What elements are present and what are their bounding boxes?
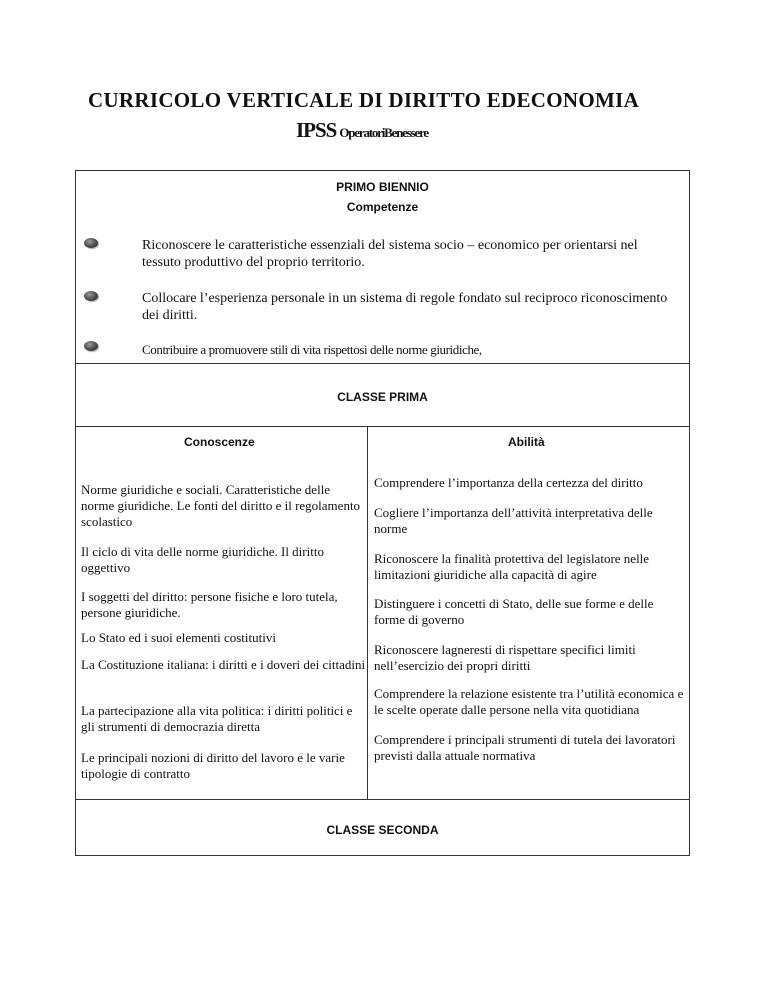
conoscenza-item: Il ciclo di vita delle norme giuridiche. Il diritto oggettivo	[81, 544, 324, 575]
conoscenza-item: La Costituzione italiana: i diritti e i doveri dei cittadini	[81, 657, 366, 672]
abilita-item: Comprendere la relazione esistente tra l’utilità economica e le scelte operate dalle persone nella vita quotidiana	[374, 686, 684, 717]
curriculum-table	[75, 170, 690, 856]
conoscenza-item: Norme giuridiche e sociali. Caratteristiche delle norme giuridiche. Le fonti del diritto e il regolamento scolastico	[81, 482, 361, 529]
conoscenza-item: Lo Stato ed i suoi elementi costitutivi	[81, 630, 276, 645]
competenze-heading: Competenze	[346, 200, 419, 214]
bullet-icon	[84, 291, 98, 301]
conoscenza-item: Le principali nozioni di diritto del lavoro e le varie tipologie di contratto	[81, 750, 345, 781]
divider	[76, 799, 689, 800]
conoscenze-header: Conoscenze	[184, 435, 255, 449]
abilita-item: Distinguere i concetti di Stato, delle sue forme e delle forme di governo	[374, 596, 654, 627]
classe-prima-heading: CLASSE PRIMA	[337, 390, 428, 404]
abilita-item: Comprendere l’importanza della certezza del diritto	[374, 475, 643, 490]
subtitle-course: OperatoriBenessere	[339, 125, 428, 140]
conoscenza-item: I soggetti del diritto: persone fisiche e loro tutela, persone giuridiche.	[81, 589, 338, 620]
abilita-header: Abilità	[508, 435, 545, 449]
document-subtitle	[296, 118, 428, 143]
conoscenza-item: La partecipazione alla vita politica: i diritti politici e gli strumenti di democrazia diretta	[81, 703, 353, 734]
classe-seconda-heading: CLASSE SECONDA	[326, 823, 439, 837]
abilita-item: Riconoscere lagneresti di rispettare specifici limiti nell’esercizio dei propri diritti	[374, 642, 636, 673]
abilita-item: Comprendere i principali strumenti di tutela dei lavoratori previsti dalla attuale normativa	[374, 732, 676, 763]
competenza-item: Contribuire a promuovere stili di vita rispettosi delle norme giuridiche,	[142, 342, 482, 357]
bullet-icon	[84, 238, 98, 248]
divider	[76, 426, 689, 427]
divider	[76, 363, 689, 364]
bullet-icon	[84, 341, 98, 351]
document-title: CURRICOLO VERTICALE DI DIRITTO EDECONOMIA	[88, 88, 640, 112]
competenza-item: Riconoscere le caratteristiche essenziali del sistema socio – economico per orientarsi nel tessuto produttivo del proprio territorio.	[142, 238, 638, 270]
subtitle-school: IPSS	[296, 118, 337, 142]
abilita-item: Riconoscere la finalità protettiva del legislatore nelle limitazioni giuridiche alla capacità di agire	[374, 551, 650, 582]
biennio-heading: PRIMO BIENNIO	[336, 180, 429, 194]
abilita-item: Cogliere l’importanza dell’attività interpretativa delle norme	[374, 505, 653, 536]
column-divider	[367, 426, 368, 799]
competenza-item: Collocare l’esperienza personale in un sistema di regole fondato sul reciproco riconoscimento dei diritti.	[142, 291, 668, 323]
